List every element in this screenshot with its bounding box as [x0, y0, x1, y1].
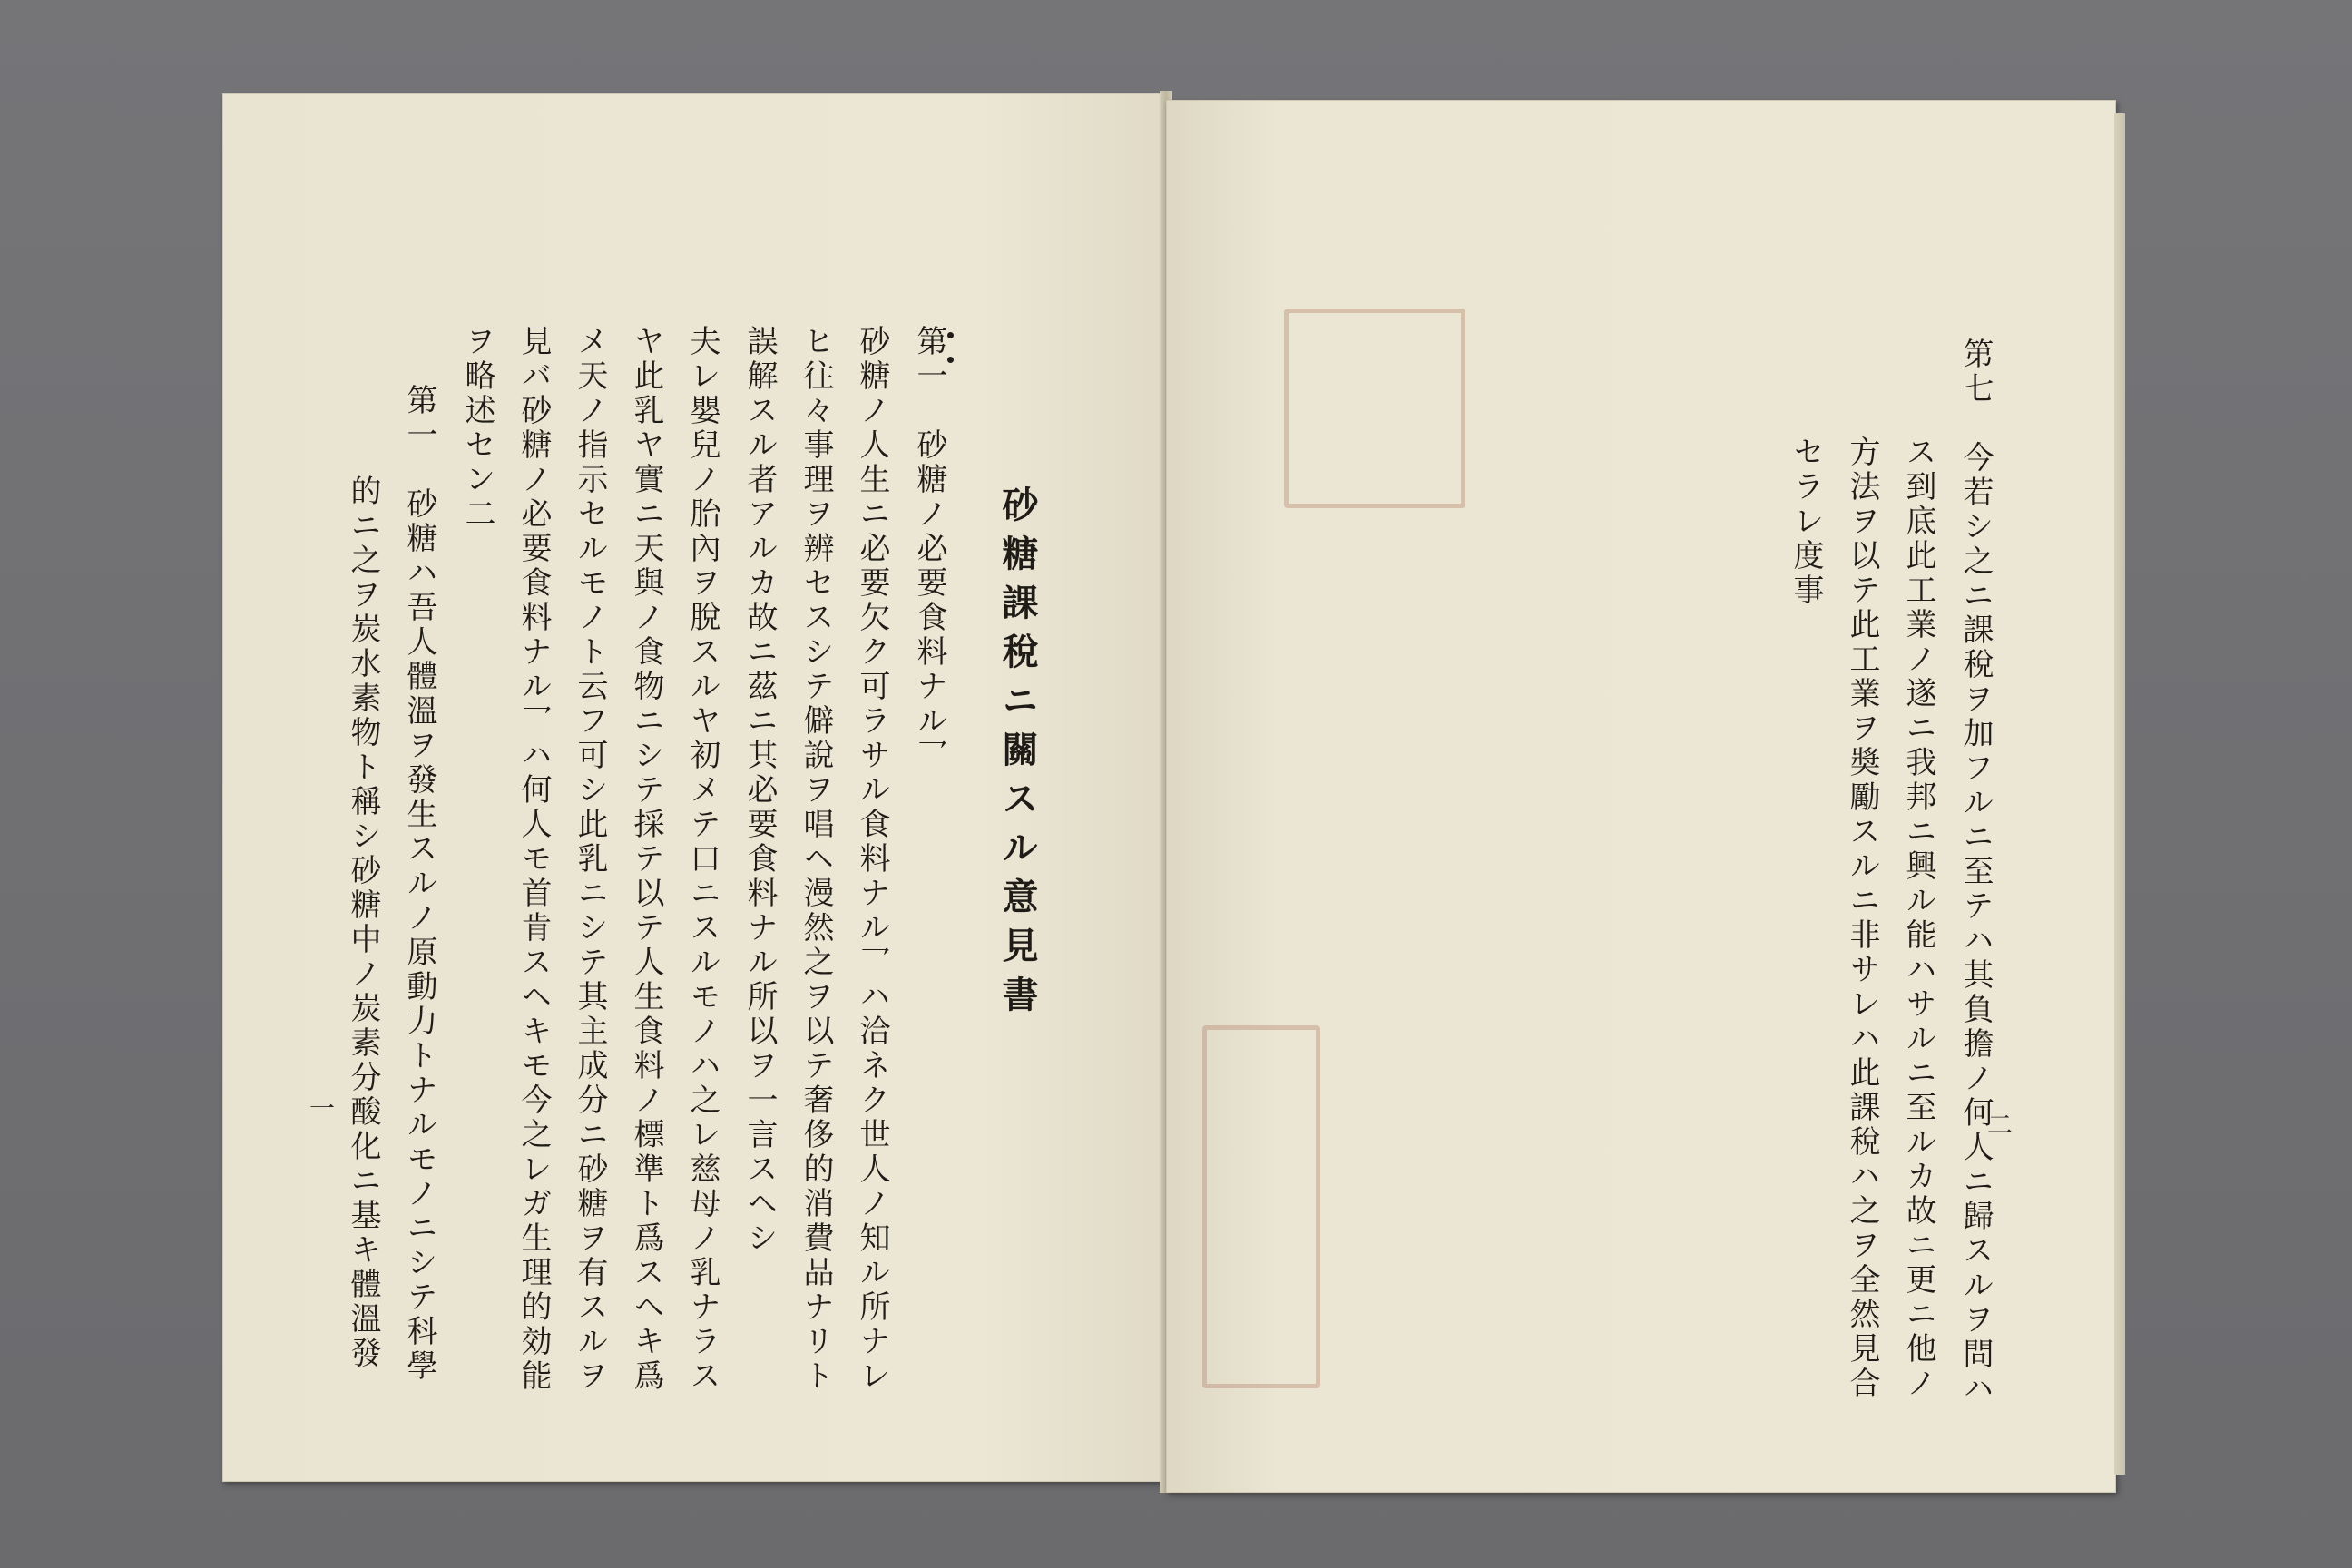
text-column: ス到底此工業ノ遂ニ我邦ニ興ル能ハサルニ至ルカ故ニ更ニ他ノ — [1900, 436, 1936, 1401]
seal-stamp-ghost — [1202, 1025, 1320, 1388]
left-page — [222, 93, 1166, 1482]
text-column: 的ニ之ヲ炭水素物ト稱シ砂糖中ノ炭素分酸化ニ基キ體溫發 — [345, 475, 381, 1371]
text-column: 第七 今若シ之ニ課稅ヲ加フルニ至テハ其負擔ノ何人ニ歸スルヲ問ハ — [1957, 338, 1994, 1406]
text-column: 第一 砂糖ハ吾人體溫ヲ發生スルノ原動力トナルモノニシテ科學 — [401, 384, 437, 1384]
emphasis-dot — [947, 357, 954, 363]
text-column: ヤ此乳ヤ實ニ天與ノ食物ニシテ採テ以テ人生食料ノ標準ト爲スヘキ爲 — [628, 325, 664, 1394]
text-column: ヲ略述セン二 — [459, 325, 495, 532]
page-number: 二 — [1987, 1110, 2014, 1140]
text-column: 見バ砂糖ノ必要食料ナル乛ハ何人モ首肯スヘキモ今之レガ生理的効能 — [515, 325, 552, 1394]
text-column: 砂糖ノ人生ニ必要欠ク可ラサル食料ナル乛ハ洽ネク世人ノ知ル所ナレ — [854, 325, 890, 1394]
text-column: セラレ度事 — [1788, 436, 1824, 608]
text-column: メ天ノ指示セルモノト云フ可シ此乳ニシテ其主成分ニ砂糖ヲ有スルヲ — [572, 325, 608, 1394]
text-column: 方法ヲ以テ此工業ヲ奬勵スルニ非サレハ此課稅ハ之ヲ全然見合 — [1844, 436, 1880, 1401]
emphasis-dot — [947, 332, 954, 338]
right-page — [1166, 100, 2116, 1493]
text-column: 第一 砂糖ノ必要食料ナル乛 — [911, 325, 947, 773]
text-column: 誤解スル者アルカ故ニ茲ニ其必要食料ナル所以ヲ一言スヘシ — [741, 325, 778, 1256]
text-column: 夫レ嬰兒ノ胎內ヲ脫スルヤ初メテ口ニスルモノハ之レ慈母ノ乳ナラス — [684, 325, 720, 1394]
page-edge — [2114, 113, 2125, 1475]
page-number: 一 — [309, 1093, 336, 1123]
text-column: ヒ往々事理ヲ辨セスシテ僻說ヲ唱ヘ漫然之ヲ以テ奢侈的消費品ナリト — [798, 325, 834, 1394]
document-title: 砂糖課稅ニ關スル意見書 — [996, 485, 1039, 1024]
seal-stamp-ghost — [1284, 309, 1465, 508]
